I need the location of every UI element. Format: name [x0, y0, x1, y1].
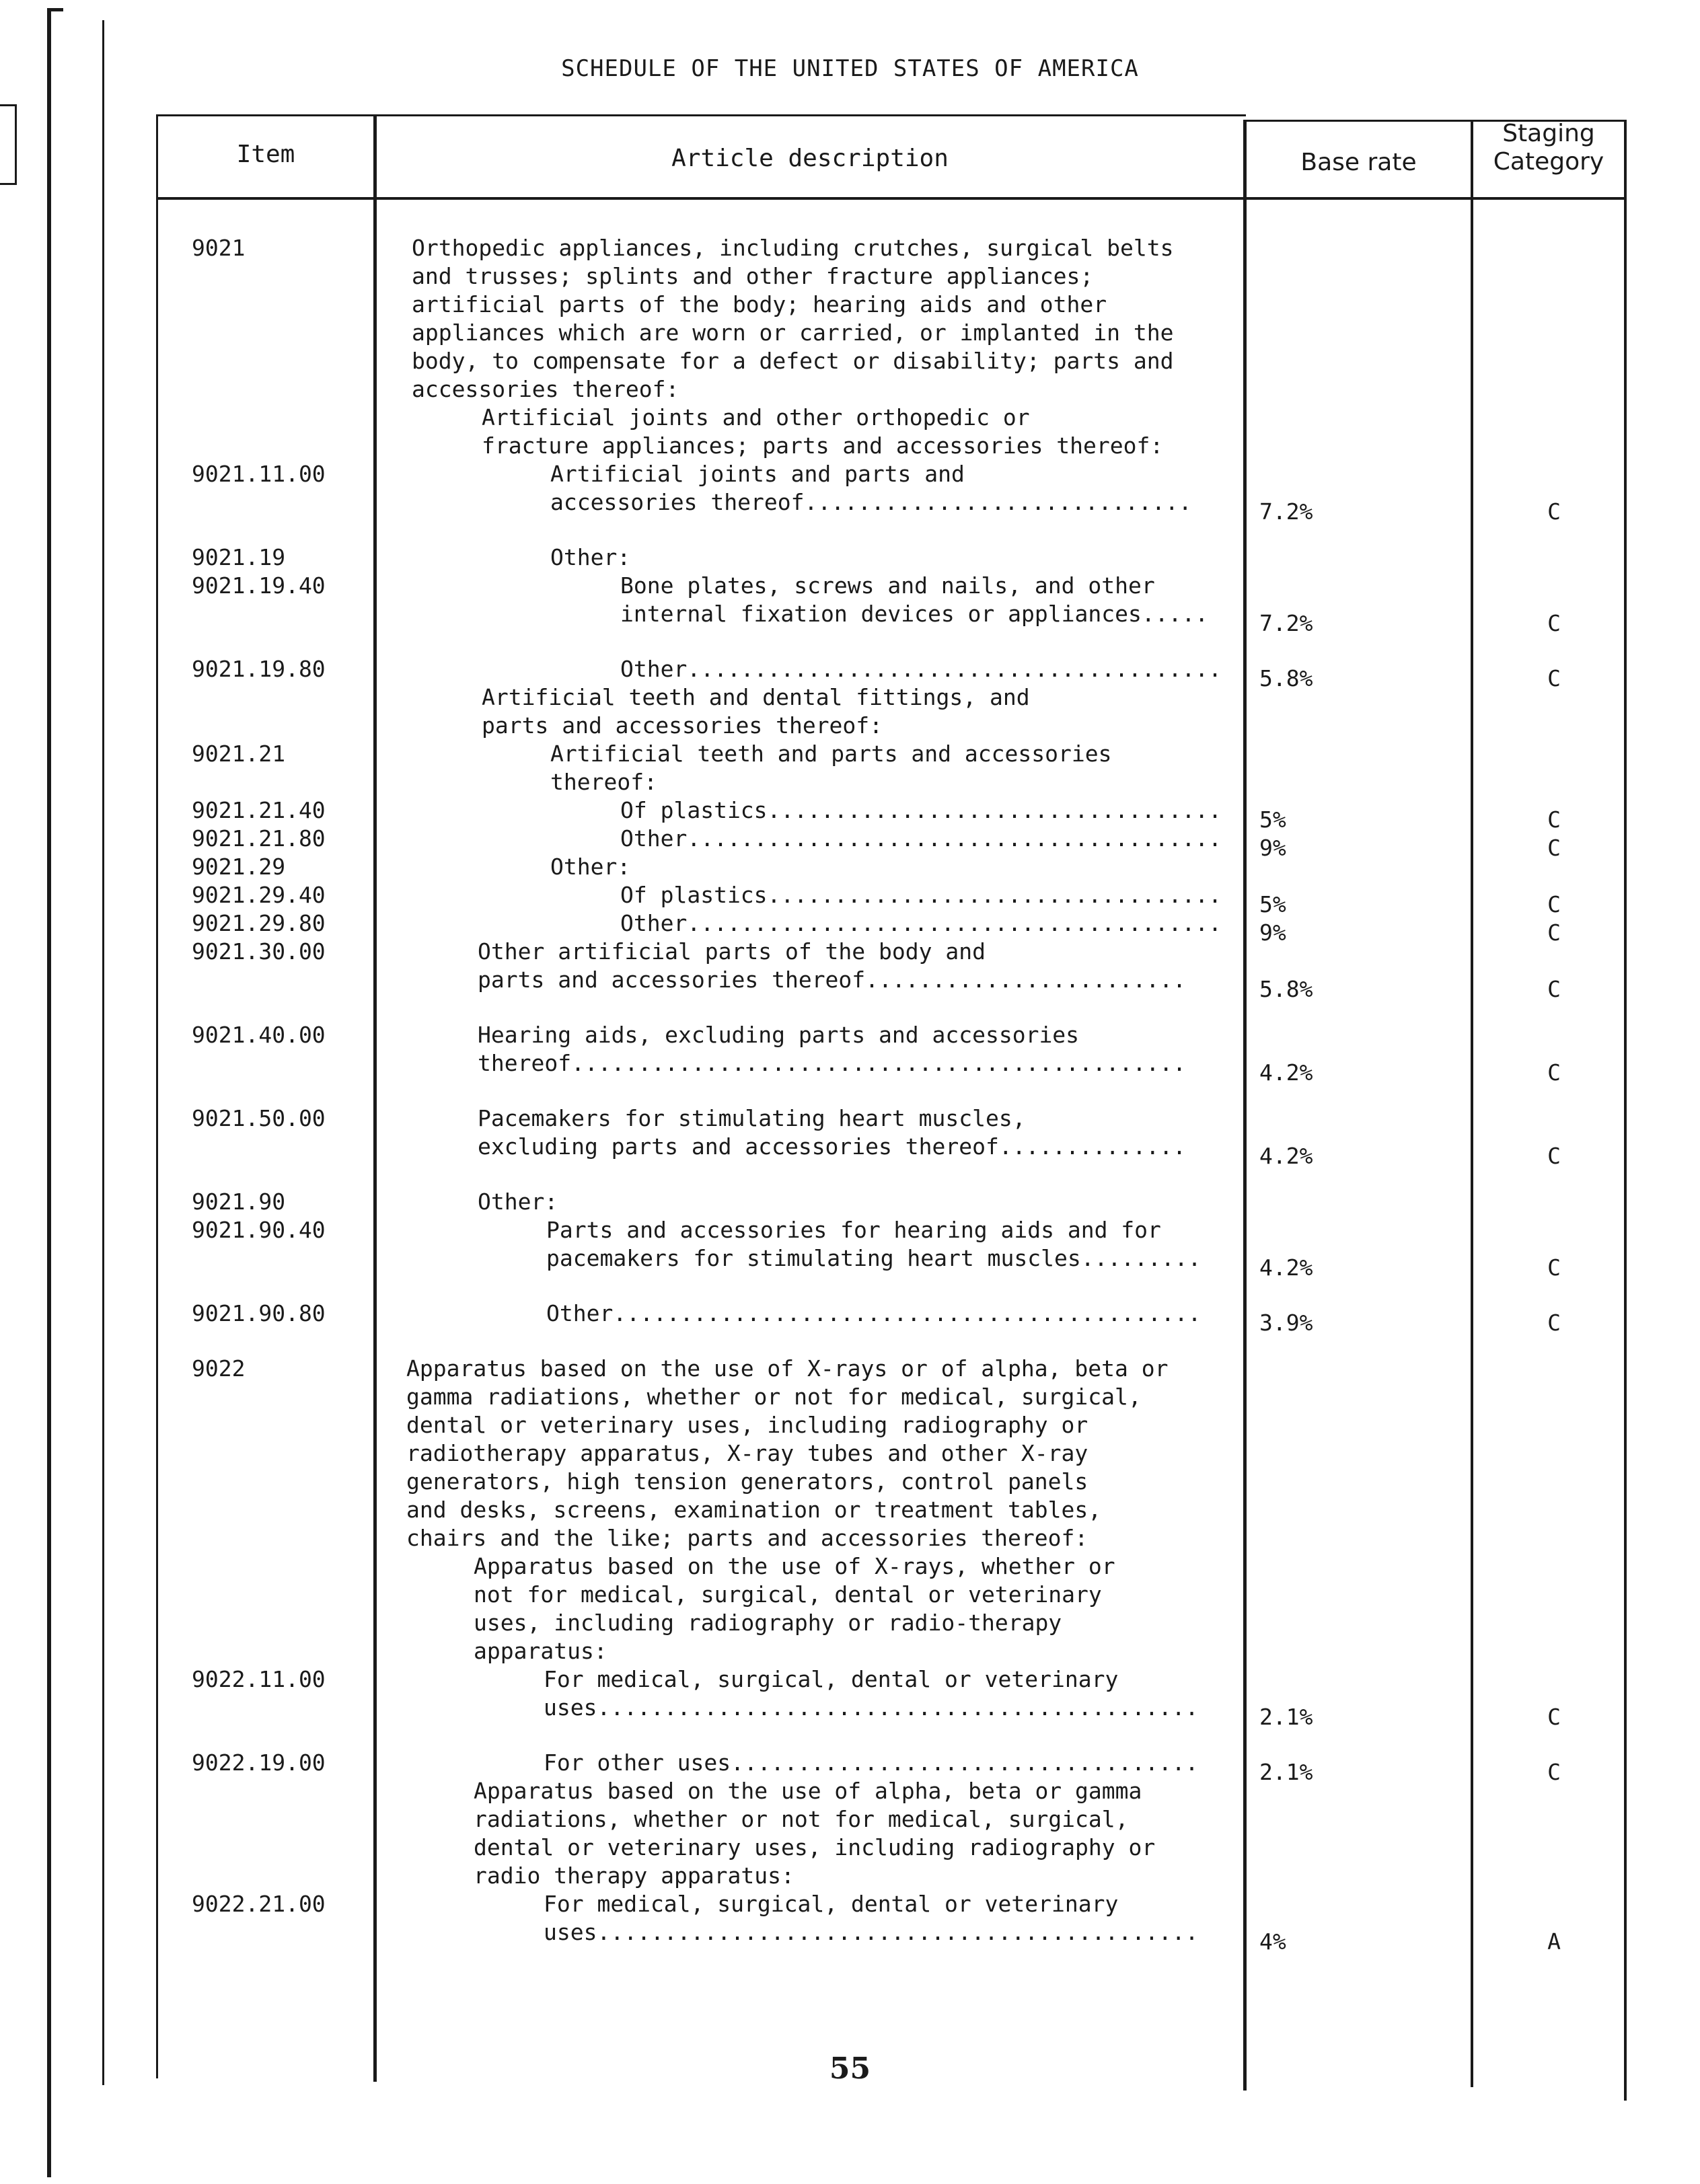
article-description: excluding parts and accessories thereof..............: [478, 1133, 1186, 1160]
table-row: [0, 1216, 1700, 1244]
item-code: 9021: [192, 235, 246, 261]
base-rate: 7.2%: [1259, 498, 1313, 525]
article-description: fracture appliances; parts and accessories thereof:: [482, 432, 1164, 459]
table-row: [0, 825, 1700, 861]
item-code: 9021.11.00: [192, 461, 326, 487]
staging-category: C: [1547, 806, 1561, 833]
article-description: accessories thereof:: [412, 376, 679, 402]
table-row: [0, 1468, 1700, 1496]
article-description: Of plastics..................................: [620, 882, 1222, 908]
article-description: Artificial joints and parts and: [550, 461, 965, 487]
item-code: 9021.90.40: [192, 1217, 326, 1243]
table-row: [0, 1133, 1700, 1169]
table-row: [0, 1439, 1700, 1468]
table-row: [0, 600, 1700, 636]
base-rate: 9%: [1259, 835, 1286, 861]
article-description: parts and accessories thereof:: [482, 712, 883, 739]
table-row: [0, 1609, 1700, 1637]
item-code: 9021.29.40: [192, 882, 326, 908]
table-row: [0, 1524, 1700, 1552]
table-row: [0, 319, 1700, 347]
base-rate: 5%: [1259, 806, 1286, 833]
article-description: apparatus:: [474, 1638, 607, 1664]
article-description: gamma radiations, whether or not for medical, surgical,: [406, 1384, 1142, 1410]
table-row: [0, 1694, 1700, 1730]
base-rate: 5%: [1259, 891, 1286, 917]
article-description: and desks, screens, examination or treatment tables,: [406, 1497, 1102, 1523]
base-rate: 4.2%: [1259, 1254, 1313, 1281]
article-description: Other........................................: [620, 656, 1222, 682]
article-description: For medical, surgical, dental or veterinary: [544, 1666, 1119, 1692]
page-number: 55: [829, 2051, 871, 2086]
table-row: [0, 543, 1700, 572]
article-description: Parts and accessories for hearing aids and for: [546, 1217, 1161, 1243]
item-code: 9021.90: [192, 1189, 286, 1215]
table-row: [0, 1244, 1700, 1281]
table-row: [0, 1188, 1700, 1216]
article-description: radio therapy apparatus:: [474, 1862, 794, 1889]
table-row: [0, 234, 1700, 262]
table-row: [0, 1383, 1700, 1411]
article-description: chairs and the like; parts and accessories thereof:: [406, 1525, 1088, 1551]
article-description: dental or veterinary uses, including radiography or: [474, 1834, 1156, 1860]
base-rate: 3.9%: [1259, 1310, 1313, 1336]
table-row: [0, 966, 1700, 1002]
table-row: [0, 1665, 1700, 1694]
table-row: [0, 1355, 1700, 1383]
header-base-rate: Base rate: [1300, 149, 1417, 176]
staging-category: C: [1547, 835, 1561, 861]
staging-category: C: [1547, 498, 1561, 525]
article-description: uses.............................................: [544, 1919, 1199, 1945]
staging-category: A: [1547, 1928, 1561, 1955]
staging-category: C: [1547, 1059, 1561, 1086]
table-row: [0, 488, 1700, 525]
article-description: generators, high tension generators, control panels: [406, 1468, 1088, 1495]
article-description: Apparatus based on the use of alpha, beta or gamma: [474, 1778, 1142, 1804]
left-box-bottom: [0, 183, 16, 185]
article-description: radiations, whether or not for medical, surgical,: [474, 1806, 1129, 1832]
table-top-border: [156, 114, 1246, 116]
table-row: [0, 1104, 1700, 1133]
article-description: thereof..............................................: [478, 1050, 1186, 1076]
article-description: and trusses; splints and other fracture appliances;: [412, 263, 1094, 289]
table-row: [0, 432, 1700, 460]
article-description: Hearing aids, excluding parts and accessories: [478, 1022, 1080, 1048]
table-row: [0, 1777, 1700, 1805]
staging-category: C: [1547, 665, 1561, 691]
article-description: artificial parts of the body; hearing aids and other: [412, 291, 1107, 317]
table-row: [0, 881, 1700, 917]
table-row: [0, 572, 1700, 600]
item-code: 9022.19.00: [192, 1749, 326, 1776]
article-description: Other............................................: [546, 1300, 1202, 1326]
table-row: [0, 1637, 1700, 1665]
article-description: not for medical, surgical, dental or veterinary: [474, 1581, 1102, 1608]
article-description: Other........................................: [620, 910, 1222, 936]
article-description: Other:: [478, 1189, 558, 1215]
item-code: 9021.40.00: [192, 1022, 326, 1048]
article-description: uses.............................................: [544, 1694, 1199, 1721]
table-row: [0, 1411, 1700, 1439]
header-staging-line2: Category: [1493, 148, 1604, 176]
table-row: [0, 404, 1700, 432]
table-row: [0, 655, 1700, 691]
item-code: 9021.29.80: [192, 910, 326, 936]
item-code: 9021.50.00: [192, 1105, 326, 1131]
base-rate: 5.8%: [1259, 665, 1313, 691]
header-description: Article description: [671, 145, 949, 172]
staging-category: C: [1547, 1704, 1561, 1730]
table-row: [0, 1918, 1700, 1955]
article-description: Pacemakers for stimulating heart muscles,: [478, 1105, 1026, 1131]
article-description: Apparatus based on the use of X-rays, whether or: [474, 1553, 1115, 1579]
article-description: uses, including radiography or radio-therapy: [474, 1610, 1062, 1636]
base-rate: 7.2%: [1259, 610, 1313, 636]
item-code: 9022.11.00: [192, 1666, 326, 1692]
base-rate: 4.2%: [1259, 1059, 1313, 1086]
table-row: [0, 1834, 1700, 1862]
base-rate: 2.1%: [1259, 1759, 1313, 1785]
table-row: [0, 1049, 1700, 1086]
article-description: Bone plates, screws and nails, and other: [620, 572, 1155, 599]
table-row: [0, 375, 1700, 404]
article-description: For other uses...................................: [544, 1749, 1199, 1776]
item-code: 9021.30.00: [192, 938, 326, 965]
staging-category: C: [1547, 1143, 1561, 1169]
article-description: accessories thereof.............................: [550, 489, 1192, 515]
table-row: [0, 1890, 1700, 1918]
left-box-top: [0, 104, 16, 106]
item-code: 9021.19.80: [192, 656, 326, 682]
table-row: [0, 712, 1700, 740]
staging-category: C: [1547, 1310, 1561, 1336]
base-rate: 4%: [1259, 1928, 1286, 1955]
page-title: SCHEDULE OF THE UNITED STATES OF AMERICA: [561, 55, 1139, 82]
table-row: [0, 853, 1700, 881]
article-description: For medical, surgical, dental or veterinary: [544, 1891, 1119, 1917]
table-row: [0, 768, 1700, 796]
item-code: 9021.90.80: [192, 1300, 326, 1326]
table-row: [0, 1021, 1700, 1049]
staging-category: C: [1547, 919, 1561, 946]
item-code: 9022.21.00: [192, 1891, 326, 1917]
item-code: 9021.29: [192, 854, 286, 880]
article-description: Artificial teeth and dental fittings, and: [482, 684, 1030, 710]
staging-category: C: [1547, 610, 1561, 636]
table-row: [0, 460, 1700, 488]
table-row: [0, 683, 1700, 712]
left-box-side: [15, 104, 17, 185]
item-code: 9022: [192, 1355, 246, 1382]
table-row: [0, 347, 1700, 375]
table-row: [0, 291, 1700, 319]
article-description: Other........................................: [620, 825, 1222, 852]
article-description: Of plastics..................................: [620, 797, 1222, 823]
item-code: 9021.21: [192, 741, 286, 767]
table-row: [0, 938, 1700, 966]
article-description: radiotherapy apparatus, X-ray tubes and other X-ray: [406, 1440, 1088, 1466]
staging-category: C: [1547, 1254, 1561, 1281]
article-description: internal fixation devices or appliances.....: [620, 601, 1209, 627]
article-description: parts and accessories thereof........................: [478, 967, 1186, 993]
header-staging-line1: Staging: [1502, 120, 1595, 147]
article-description: Artificial teeth and parts and accessories: [550, 741, 1112, 767]
article-description: Orthopedic appliances, including crutches, surgical belts: [412, 235, 1174, 261]
table-row: [0, 796, 1700, 833]
header-staging: [1473, 120, 1624, 176]
table-row: [0, 1496, 1700, 1524]
article-description: thereof:: [550, 769, 657, 795]
item-code: 9021.21.40: [192, 797, 326, 823]
table-row: [0, 262, 1700, 291]
article-description: appliances which are worn or carried, or implanted in the: [412, 319, 1174, 346]
item-code: 9021.19: [192, 544, 286, 570]
table-row: [0, 740, 1700, 768]
staging-category: C: [1547, 1759, 1561, 1785]
staging-category: C: [1547, 976, 1561, 1002]
table-row: [0, 1581, 1700, 1609]
table-row: [0, 1862, 1700, 1890]
header-item: Item: [236, 141, 295, 168]
table-row: [0, 1749, 1700, 1785]
article-description: Apparatus based on the use of X-rays or of alpha, beta or: [406, 1355, 1169, 1382]
base-rate: 5.8%: [1259, 976, 1313, 1002]
article-description: Artificial joints and other orthopedic or: [482, 404, 1030, 430]
base-rate: 2.1%: [1259, 1704, 1313, 1730]
article-description: Other:: [550, 544, 631, 570]
item-code: 9021.21.80: [192, 825, 326, 852]
table-row: [0, 1552, 1700, 1581]
article-description: body, to compensate for a defect or disability; parts and: [412, 348, 1174, 374]
base-rate: 4.2%: [1259, 1143, 1313, 1169]
table-row: [0, 1805, 1700, 1834]
staging-category: C: [1547, 891, 1561, 917]
article-description: Other:: [550, 854, 631, 880]
left-binding-tick: [47, 8, 63, 11]
article-description: pacemakers for stimulating heart muscles.........: [546, 1245, 1202, 1271]
article-description: Other artificial parts of the body and: [478, 938, 986, 965]
article-description: dental or veterinary uses, including radiography or: [406, 1412, 1088, 1438]
table-row: [0, 909, 1700, 946]
item-code: 9021.19.40: [192, 572, 326, 599]
base-rate: 9%: [1259, 919, 1286, 946]
table-row: [0, 1300, 1700, 1336]
